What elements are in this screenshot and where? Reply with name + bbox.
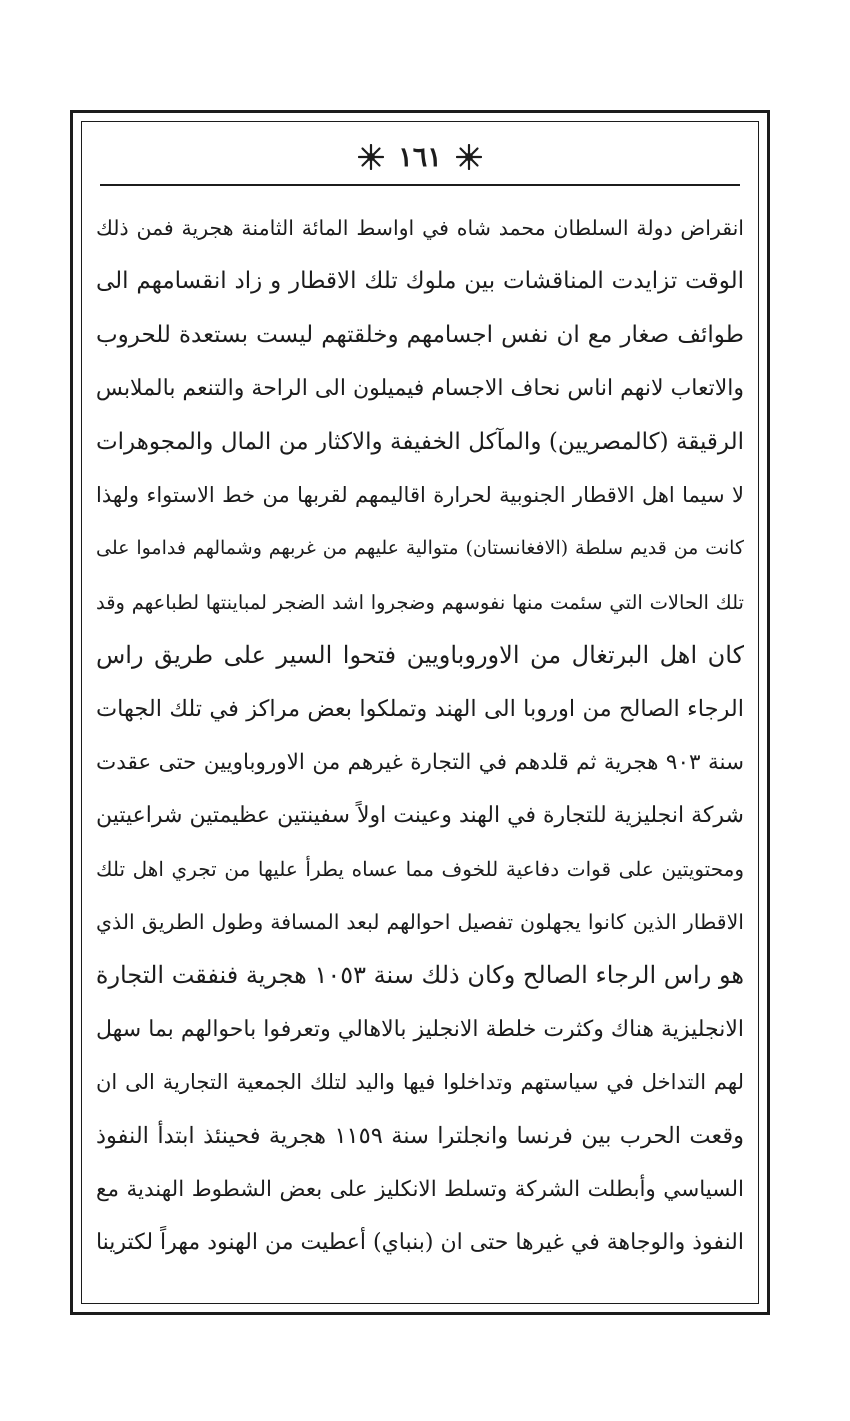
star-ornament-icon bbox=[456, 144, 482, 170]
text-line: الانجليزية هناك وكثرت خلطة الانجليز بالاهالي وتعرفوا باحوالهم بما سهل bbox=[96, 1016, 744, 1042]
text-line: الاقطار الذين كانوا يجهلون تفصيل احوالهم لبعد المسافة وطول الطريق الذي bbox=[96, 910, 744, 935]
text-line: النفوذ والوجاهة في غيرها حتى ان (بنباي) أعطيت من الهنود مهراً لكترينا bbox=[96, 1230, 744, 1256]
text-line: هو راس الرجاء الصالح وكان ذلك سنة ١٠٥٣ هجرية فنفقت التجارة bbox=[96, 961, 744, 990]
text-line: ومحتويتين على قوات دفاعية للخوف مما عساه يطرأ عليها من تجري اهل تلك bbox=[96, 856, 744, 881]
text-line: كان اهل البرتغال من الاوروباويين فتحوا السير على طريق راس bbox=[96, 641, 744, 670]
text-line: الوقت تزايدت المناقشات بين ملوك تلك الاقطار و زاد انقسامهم الى bbox=[96, 268, 744, 295]
star-ornament-icon bbox=[358, 144, 384, 170]
text-line: تلك الحالات التي سئمت منها نفوسهم وضجروا اشد الضجر لمباينتها لطباعهم وقد bbox=[96, 590, 744, 614]
text-line: لهم التداخل في سياستهم وتداخلوا فيها واليد لتلك الجمعية التجارية الى ان bbox=[96, 1070, 744, 1095]
text-line: السياسي وأبطلت الشركة وتسلط الانكليز على بعض الشطوط الهندية مع bbox=[96, 1177, 744, 1203]
text-line: لا سيما اهل الاقطار الجنوبية لحرارة اقاليمهم لقربها من خط الاستواء ولهذا bbox=[96, 482, 744, 507]
text-line: طوائف صغار مع ان نفس اجسامهم وخلقتهم ليست بستعدة للحروب bbox=[96, 321, 744, 348]
text-line: والاتعاب لانهم اناس نحاف الاجسام فيميلون الى الراحة والتنعم بالملابس bbox=[96, 376, 744, 402]
header-divider bbox=[100, 184, 740, 186]
page-header bbox=[100, 132, 740, 182]
page-number: ١٦١ bbox=[398, 141, 442, 173]
text-line: وقعت الحرب بين فرنسا وانجلترا سنة ١١٥٩ هجرية فحينئذ ابتدأ النفوذ bbox=[96, 1122, 744, 1149]
text-line: الرجاء الصالح من اوروبا الى الهند وتملكوا بعض مراكز في تلك الجهات bbox=[96, 695, 744, 722]
text-line: انقراض دولة السلطان محمد شاه في اواسط المائة الثامنة هجرية فمن ذلك bbox=[96, 216, 744, 240]
text-line: شركة انجليزية للتجارة في الهند وعينت اولاً سفينتين عظيمتين شراعيتين bbox=[96, 803, 744, 829]
text-line: كانت من قديم سلطة (الافغانستان) متوالية عليهم من غربهم وشمالهم فداموا على bbox=[96, 537, 744, 560]
body-text bbox=[96, 202, 744, 1270]
text-line: الرقيقة (كالمصريين) والمآكل الخفيفة والاكثار من المال والمجوهرات bbox=[96, 428, 744, 455]
text-line: سنة ٩٠٣ هجرية ثم قلدهم في التجارة غيرهم من الاوروباويين حتى عقدت bbox=[96, 749, 744, 775]
